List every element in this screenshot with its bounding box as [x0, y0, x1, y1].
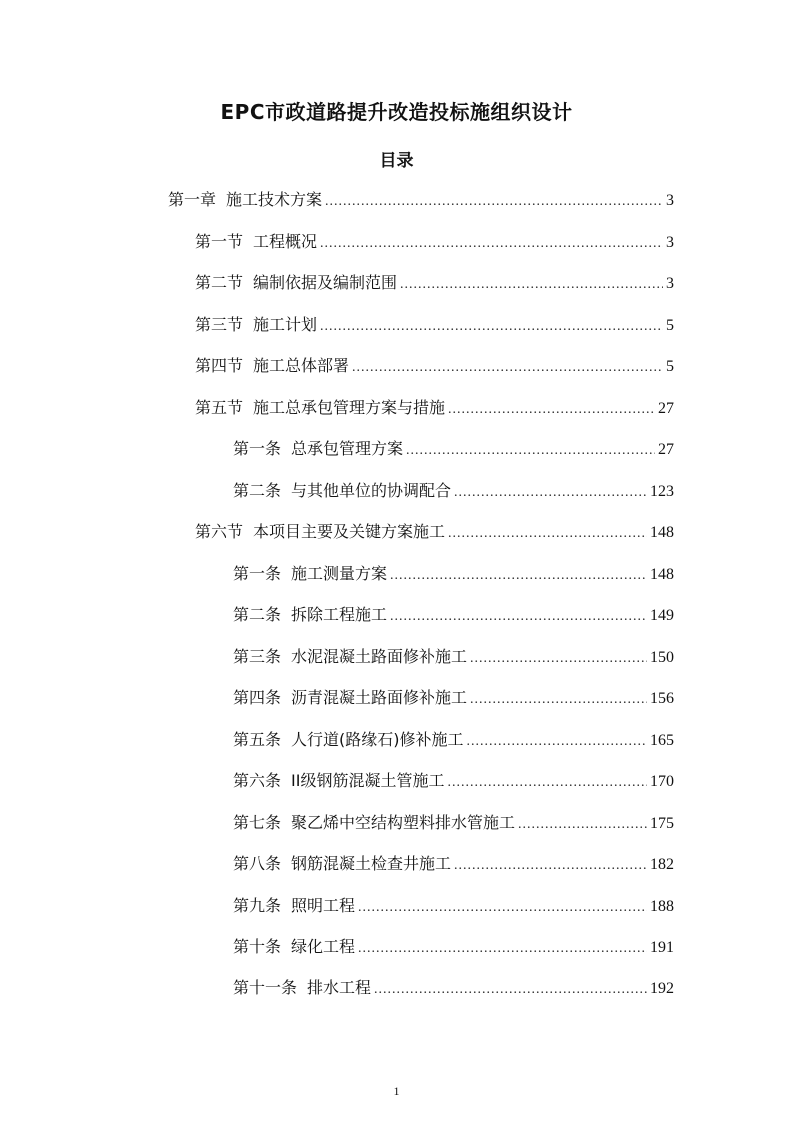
dot-leader	[467, 734, 647, 750]
toc-entry-section-6[interactable]	[195, 519, 674, 541]
toc-entry-prefix: 第三条	[233, 647, 282, 666]
toc-entry-page: 148	[650, 566, 674, 583]
toc-entry-prefix: 第一条	[233, 439, 282, 458]
toc-entry-section-1[interactable]	[195, 229, 674, 251]
toc-entry-article-6-1[interactable]	[233, 561, 674, 583]
toc-entry-title: 工程概况	[253, 232, 318, 251]
toc-entry-page: 191	[650, 939, 674, 956]
toc-entry-title: 总承包管理方案	[291, 439, 404, 458]
toc-entry-page: 3	[666, 234, 674, 251]
toc-entry-article-6-6[interactable]	[233, 768, 674, 790]
toc-entry-prefix: 第二条	[233, 605, 282, 624]
toc-entry-title: 施工技术方案	[226, 190, 323, 209]
toc-entry-page: 182	[650, 856, 674, 873]
toc-entry-article-6-9[interactable]	[233, 893, 674, 915]
toc-entry-article-6-10[interactable]	[233, 934, 674, 956]
toc-entry-prefix: 第四条	[233, 688, 282, 707]
toc-entry-title: 施工总体部署	[253, 356, 350, 375]
toc-entry-prefix: 第三节	[195, 315, 244, 334]
dot-leader	[390, 568, 647, 584]
toc-entry-title: 拆除工程施工	[291, 605, 388, 624]
toc-entry-page: 170	[650, 773, 674, 790]
toc-entry-prefix: 第十一条	[233, 978, 298, 997]
dot-leader	[448, 402, 655, 418]
toc-entry-page: 165	[650, 732, 674, 749]
toc-entry-title: II级钢筋混凝土管施工	[291, 771, 445, 790]
toc-entry-prefix: 第一条	[233, 564, 282, 583]
dot-leader	[320, 319, 663, 335]
toc-entry-article-6-3[interactable]	[233, 644, 674, 666]
toc-entry-page: 123	[650, 483, 674, 500]
toc-entry-title: 编制依据及编制范围	[253, 273, 398, 292]
toc-entry-title: 聚乙烯中空结构塑料排水管施工	[291, 813, 516, 832]
toc-entry-article-5-2[interactable]	[233, 478, 674, 500]
dot-leader	[518, 817, 647, 833]
dot-leader	[400, 277, 663, 293]
dot-leader	[374, 982, 647, 998]
toc-entry-title: 人行道(路缘石)修补施工	[291, 730, 464, 749]
toc-entry-prefix: 第六条	[233, 771, 282, 790]
dot-leader	[448, 526, 647, 542]
dot-leader	[325, 194, 663, 210]
toc-entry-prefix: 第五条	[233, 730, 282, 749]
toc-entry-title: 排水工程	[307, 978, 372, 997]
toc-entry-page: 150	[650, 649, 674, 666]
toc-entry-page: 188	[650, 898, 674, 915]
toc-entry-prefix: 第一章	[168, 190, 217, 209]
dot-leader	[358, 900, 647, 916]
toc-entry-page: 175	[650, 815, 674, 832]
toc-entry-title: 水泥混凝土路面修补施工	[291, 647, 468, 666]
toc-entry-prefix: 第九条	[233, 896, 282, 915]
toc-entry-prefix: 第十条	[233, 937, 282, 956]
page-number: 1	[393, 1084, 400, 1098]
toc-entry-page: 148	[650, 524, 674, 541]
toc-entry-page: 192	[650, 980, 674, 997]
toc-entry-title: 施工总承包管理方案与措施	[253, 398, 446, 417]
toc-entry-section-2[interactable]	[195, 270, 674, 292]
toc-entry-title: 施工计划	[253, 315, 318, 334]
dot-leader	[470, 692, 647, 708]
toc-entry-title: 钢筋混凝土检查井施工	[291, 854, 452, 873]
toc-entry-article-5-1[interactable]	[233, 436, 674, 458]
toc-entry-article-6-5[interactable]	[233, 727, 674, 749]
toc-entry-title: 照明工程	[291, 896, 356, 915]
dot-leader	[390, 609, 647, 625]
document-title: EPC市政道路提升改造投标施组织设计	[220, 100, 573, 124]
toc-entry-page: 3	[666, 275, 674, 292]
toc-entry-article-6-2[interactable]	[233, 602, 674, 624]
dot-leader	[454, 858, 647, 874]
toc-entry-prefix: 第六节	[195, 522, 244, 541]
toc-entry-page: 27	[658, 400, 674, 417]
toc-entry-page: 5	[666, 358, 674, 375]
toc-entry-prefix: 第八条	[233, 854, 282, 873]
toc-entry-page: 5	[666, 317, 674, 334]
toc-entry-page: 156	[650, 690, 674, 707]
toc-entry-prefix: 第四节	[195, 356, 244, 375]
toc-entry-chapter-1[interactable]	[168, 187, 674, 209]
dot-leader	[358, 941, 647, 957]
toc-entry-article-6-4[interactable]	[233, 685, 674, 707]
dot-leader	[454, 485, 647, 501]
toc-entry-article-6-7[interactable]	[233, 810, 674, 832]
toc-entry-prefix: 第五节	[195, 398, 244, 417]
toc-entry-section-5[interactable]	[195, 395, 674, 417]
toc-entry-page: 149	[650, 607, 674, 624]
toc-entry-section-3[interactable]	[195, 312, 674, 334]
toc-entry-title: 沥青混凝土路面修补施工	[291, 688, 468, 707]
toc-heading: 目录	[379, 151, 414, 171]
toc-entry-prefix: 第二节	[195, 273, 244, 292]
dot-leader	[447, 775, 647, 791]
toc-entry-prefix: 第七条	[233, 813, 282, 832]
dot-leader	[352, 360, 663, 376]
toc-entry-title: 本项目主要及关键方案施工	[253, 522, 446, 541]
toc-entry-article-6-8[interactable]	[233, 851, 674, 873]
toc-entry-page: 3	[666, 192, 674, 209]
toc-entry-title: 与其他单位的协调配合	[291, 481, 452, 500]
toc-entry-title: 施工测量方案	[291, 564, 388, 583]
toc-entry-page: 27	[658, 441, 674, 458]
dot-leader	[406, 443, 655, 459]
dot-leader	[320, 236, 663, 252]
dot-leader	[470, 651, 647, 667]
toc-entry-article-6-11[interactable]	[233, 975, 674, 997]
toc-entry-prefix: 第二条	[233, 481, 282, 500]
toc-entry-prefix: 第一节	[195, 232, 244, 251]
toc-entry-title: 绿化工程	[291, 937, 356, 956]
toc-entry-section-4[interactable]	[195, 353, 674, 375]
